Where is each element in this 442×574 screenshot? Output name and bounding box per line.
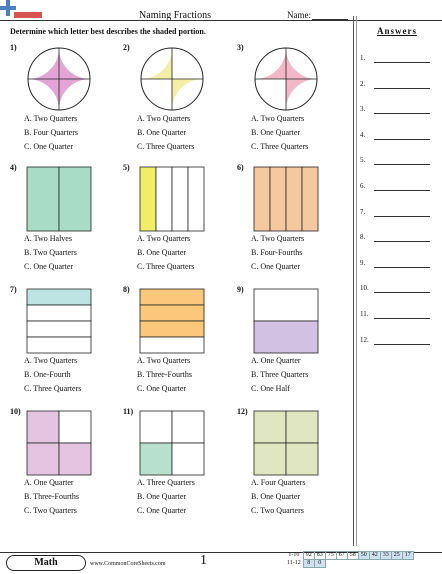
fraction-figure xyxy=(253,46,319,112)
answer-option: C. One Quarter xyxy=(137,384,187,393)
fraction-figure xyxy=(26,46,92,112)
fraction-part xyxy=(27,321,91,337)
question-number: 7) xyxy=(10,285,17,294)
answer-row xyxy=(360,233,430,243)
score-cell: 83 xyxy=(314,552,325,560)
fraction-part xyxy=(270,167,286,231)
fraction-figure xyxy=(139,288,205,354)
fraction-part xyxy=(286,167,302,231)
answer-option: B. Two Quarters xyxy=(24,248,77,257)
answer-blank[interactable] xyxy=(374,139,430,140)
answer-option: C. One Quarter xyxy=(24,142,74,151)
answer-option: C. Two Quarters xyxy=(251,506,304,515)
fraction-figure xyxy=(139,46,205,112)
question-number: 3) xyxy=(237,43,244,52)
fraction-figure xyxy=(26,288,92,354)
answer-option: A. Two Halves xyxy=(24,234,72,243)
answer-option: B. One Quarter xyxy=(251,492,301,501)
fraction-part xyxy=(27,443,59,475)
answer-number: 4. xyxy=(360,130,366,139)
answer-option: A. Four Quarters xyxy=(251,478,306,487)
score-cell: 58 xyxy=(347,552,358,560)
page-title: Naming Fractions xyxy=(139,10,211,21)
answer-number: 6. xyxy=(360,182,366,190)
answer-option: A. Two Quarters xyxy=(137,356,191,365)
score-cell: 33 xyxy=(380,552,391,560)
answer-option: A. Two Quarters xyxy=(137,114,191,123)
answer-row xyxy=(360,80,430,90)
answer-option: A. Three Quarters xyxy=(137,478,195,487)
fraction-part xyxy=(172,443,204,475)
fraction-part xyxy=(172,167,188,231)
fraction-part xyxy=(27,337,91,353)
name-field[interactable] xyxy=(312,19,348,20)
question-number: 2) xyxy=(123,43,130,52)
answer-option: B. Three-Fourths xyxy=(137,370,192,379)
question-number: 8) xyxy=(123,285,130,294)
answer-option: B. One Quarter xyxy=(137,248,187,257)
answer-blank[interactable] xyxy=(374,344,430,345)
fraction-part xyxy=(254,411,286,443)
fraction-part xyxy=(140,167,156,231)
score-table xyxy=(285,551,414,568)
question-number: 4) xyxy=(10,163,17,172)
score-row xyxy=(285,560,413,568)
answer-blank[interactable] xyxy=(374,164,430,165)
fraction-part xyxy=(140,411,172,443)
math-badge: Math xyxy=(6,555,86,571)
fraction-part xyxy=(140,289,204,305)
answer-blank[interactable] xyxy=(374,113,430,114)
fraction-figure xyxy=(253,410,319,476)
fraction-part xyxy=(140,321,204,337)
score-row xyxy=(285,552,413,560)
answer-option: C. One Quarter xyxy=(251,262,301,271)
score-cell: 25 xyxy=(391,552,402,560)
answer-divider-inner xyxy=(356,16,357,546)
fraction-part xyxy=(286,443,318,475)
answer-option: A. One Quarter xyxy=(24,478,74,487)
score-cell: 8 xyxy=(303,560,314,568)
fraction-part xyxy=(156,167,172,231)
answer-option: B. One Quarter xyxy=(137,128,187,137)
fraction-part xyxy=(59,443,91,475)
answer-option: C. Two Quarters xyxy=(24,506,77,515)
fraction-figure xyxy=(253,288,319,354)
answer-option: C. Three Quarters xyxy=(137,142,195,151)
answer-option: C. Three Quarters xyxy=(251,142,309,151)
answer-number: 12. xyxy=(360,335,369,344)
question-number: 10) xyxy=(10,407,21,416)
fraction-part xyxy=(27,411,59,443)
question-number: 5) xyxy=(123,163,130,172)
answer-number: 9. xyxy=(360,258,366,267)
fraction-part xyxy=(188,167,204,231)
answer-row xyxy=(360,336,430,346)
answer-number: 3. xyxy=(360,105,366,114)
answer-blank[interactable] xyxy=(374,62,430,63)
fraction-part xyxy=(27,167,59,231)
answer-blank[interactable] xyxy=(374,88,430,89)
question-number: 11) xyxy=(123,407,134,416)
name-label: Name: xyxy=(287,10,311,20)
answer-row xyxy=(360,105,430,115)
answer-option: B. Four-Fourths xyxy=(251,248,303,257)
answer-option: C. One Quarter xyxy=(24,262,74,271)
question-number: 12) xyxy=(237,407,248,416)
score-cell: 50 xyxy=(358,552,369,560)
answer-option: C. One Quarter xyxy=(137,506,187,515)
answer-row xyxy=(360,156,430,166)
answer-row xyxy=(360,54,430,64)
answer-option: B. Three Quarters xyxy=(251,370,309,379)
question-number: 1) xyxy=(10,43,17,52)
answer-option: A. Two Quarters xyxy=(24,356,78,365)
fraction-figure xyxy=(253,166,319,232)
answer-option: B. One-Fourth xyxy=(24,370,71,379)
answer-blank[interactable] xyxy=(374,292,430,293)
answer-number: 5. xyxy=(360,156,366,165)
answer-row xyxy=(360,182,430,192)
answer-row xyxy=(360,259,430,269)
answer-row xyxy=(360,284,430,294)
answer-blank[interactable] xyxy=(374,318,430,319)
fraction-figure xyxy=(26,166,92,232)
answer-option: A. One Quarter xyxy=(251,356,301,365)
answer-blank[interactable] xyxy=(374,190,430,191)
answer-option: B. Four Quarters xyxy=(24,128,78,137)
answer-option: A. Two Quarters xyxy=(251,234,305,243)
fraction-part xyxy=(140,305,204,321)
fraction-part xyxy=(27,289,91,305)
fraction-part xyxy=(140,337,204,353)
score-cell: 67 xyxy=(336,552,347,560)
instructions: Determine which letter best describes the shaded portion. xyxy=(10,27,206,36)
answer-option: A. Two Quarters xyxy=(24,114,78,123)
score-row-label: 1-10 xyxy=(288,552,300,558)
score-cell: 17 xyxy=(402,552,413,560)
answer-row xyxy=(360,131,430,141)
answer-number: 7. xyxy=(360,207,366,216)
question-number: 9) xyxy=(237,285,244,294)
answer-blank[interactable] xyxy=(374,216,430,217)
answer-number: 10. xyxy=(360,284,369,293)
page-number: 1 xyxy=(200,553,207,568)
score-cell: 75 xyxy=(325,552,336,560)
answer-divider xyxy=(353,16,354,546)
fraction-figure xyxy=(26,410,92,476)
score-cell: 0 xyxy=(314,560,325,568)
score-row-label: 11-12 xyxy=(287,560,301,566)
answer-number: 8. xyxy=(360,233,366,242)
answer-option: B. One Quarter xyxy=(137,492,187,501)
fraction-part xyxy=(254,321,318,353)
answer-option: A. Two Quarters xyxy=(251,114,305,123)
fraction-part xyxy=(254,289,318,321)
answer-blank[interactable] xyxy=(374,267,430,268)
answer-number: 2. xyxy=(360,79,366,88)
answer-number: 11. xyxy=(360,310,369,318)
answer-option: A. Two Quarters xyxy=(137,234,191,243)
answer-option: B. One Quarter xyxy=(251,128,301,137)
fraction-part xyxy=(172,411,204,443)
answer-number: 1. xyxy=(360,54,366,62)
fraction-part xyxy=(59,411,91,443)
fraction-part xyxy=(254,443,286,475)
answer-row xyxy=(360,208,430,218)
answer-option: C. Three Quarters xyxy=(24,384,82,393)
answer-option: C. One Half xyxy=(251,384,290,393)
fraction-part xyxy=(286,411,318,443)
score-cell: 92 xyxy=(303,552,314,560)
answer-option: B. Three-Fourths xyxy=(24,492,79,501)
fraction-part xyxy=(59,167,91,231)
fraction-part xyxy=(27,305,91,321)
answer-option: C. Three Quarters xyxy=(137,262,195,271)
fraction-part xyxy=(254,167,270,231)
fraction-part xyxy=(302,167,318,231)
score-cell: 42 xyxy=(369,552,380,560)
fraction-figure xyxy=(139,166,205,232)
fraction-figure xyxy=(139,410,205,476)
answer-blank[interactable] xyxy=(374,241,430,242)
question-number: 6) xyxy=(237,163,244,172)
fraction-part xyxy=(140,443,172,475)
site-url: www.CommonCoreSheets.com xyxy=(90,561,166,567)
answers-title: Answers xyxy=(377,26,417,36)
answer-row xyxy=(360,310,430,320)
